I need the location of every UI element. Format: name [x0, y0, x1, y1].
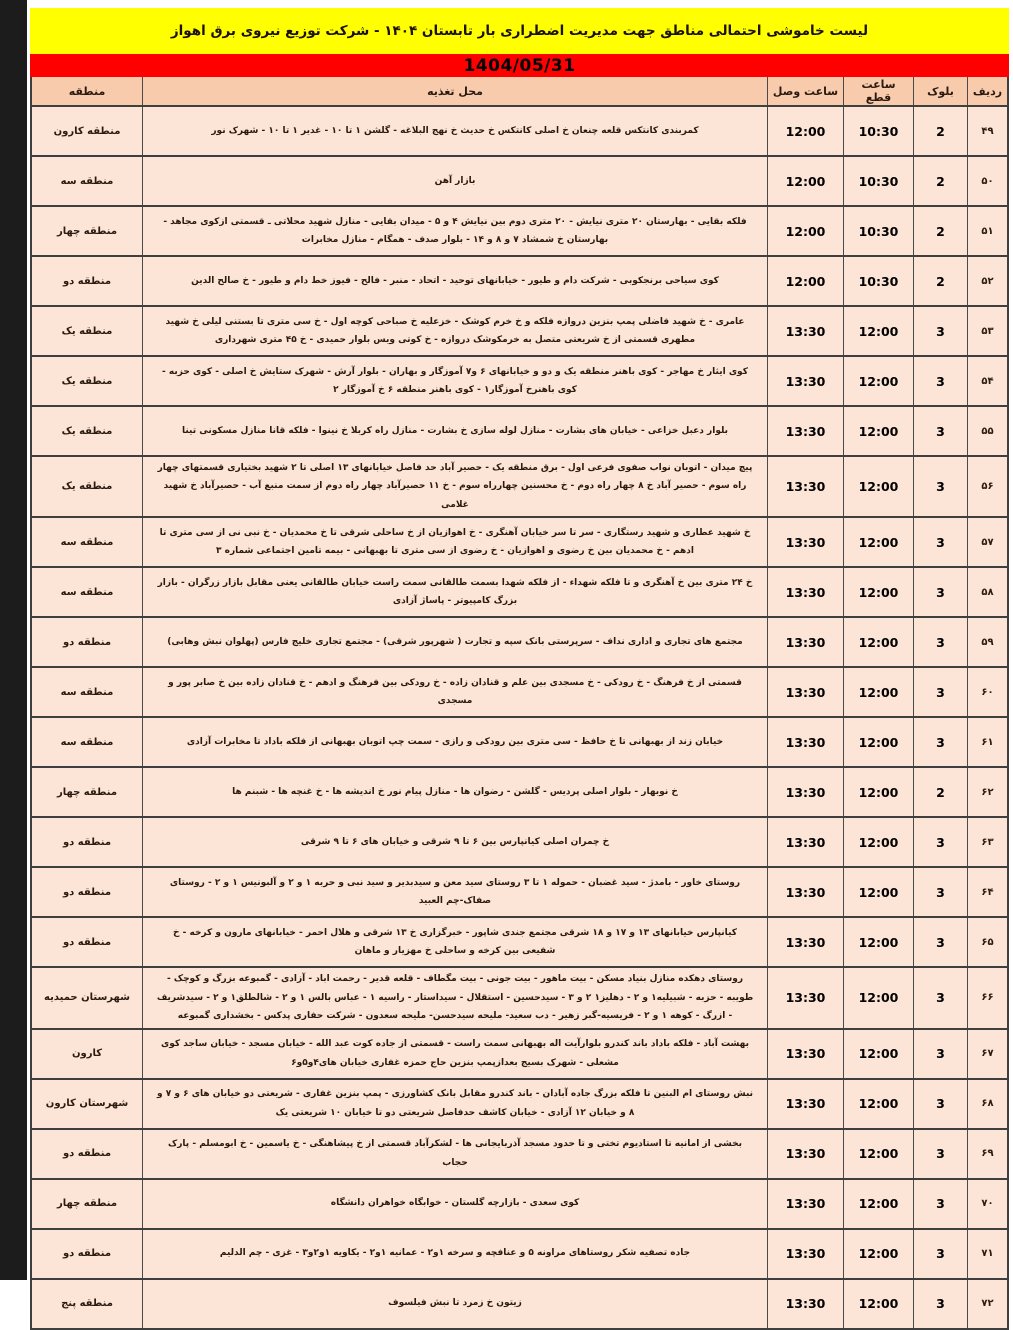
cell-row-number: ۵۰: [967, 157, 1007, 205]
page-title: لیست خاموشی احتمالی مناطق جهت مدیریت اضطراری بار تابستان ۱۴۰۴ - شرکت توزیع نیروی برق اهواز: [170, 23, 869, 39]
cell-block: 2: [913, 257, 967, 305]
cell-cut-time: 10:30: [843, 107, 913, 155]
cell-block: 2: [913, 107, 967, 155]
cell-reconnect-time: 12:00: [767, 157, 843, 205]
cell-reconnect-time: 13:30: [767, 718, 843, 766]
cell-reconnect-time: 13:30: [767, 1130, 843, 1178]
cell-block: 3: [913, 718, 967, 766]
cell-feed-location: بلوار دعبل خزاعی - خیابان های بشارت - منازل لوله سازی خ بشارت - منازل راه کربلا خ نینوا - فلکه قانا منازل مسکونی تینا: [142, 407, 767, 455]
cell-block: 2: [913, 768, 967, 816]
cell-reconnect-time: 13:30: [767, 768, 843, 816]
cell-feed-location: خ نوبهار - بلوار اصلی پردیس - گلشن - رضوان ها - منازل پیام نور خ اندیشه ها - خ غنچه ها - شبنم ها: [142, 768, 767, 816]
col-header-cut-time: ساعت قطع: [843, 77, 913, 105]
table-row: [32, 157, 1007, 207]
cell-feed-location: عامری - خ شهید فاضلی پمپ بنزین دروازه فلکه و خ خرم کوشک - خزعلیه خ صباحی کوچه اول - خ سی متری تا بستنی لیلی خ شهید مطهری قسمتی از خ شریعتی متصل به خرمکوشک دروازه - خ کوتی ویس بلوار حمیدی - خ ۴۵ متری شهرداری: [142, 307, 767, 355]
cell-cut-time: 12:00: [843, 1080, 913, 1128]
table-row: [32, 568, 1007, 618]
cell-block: 3: [913, 1230, 967, 1278]
cell-block: 3: [913, 1080, 967, 1128]
cell-reconnect-time: 13:30: [767, 868, 843, 916]
table-row: [32, 868, 1007, 918]
cell-row-number: ۶۳: [967, 818, 1007, 866]
cell-feed-location: جاده تصفیه شکر روستاهای مراونه ۵ و عنافچه و سرخه ۱و۲ - عمانیه ۱و۲ - یکاویه ۱و۲و۳ - غزی - چم الدلیم: [142, 1230, 767, 1278]
cell-region: شهرستان کارون: [45, 1098, 129, 1110]
cell-region: منطقه سه: [60, 175, 114, 187]
cell-cut-time: 12:00: [843, 668, 913, 716]
cell-cut-time: 12:00: [843, 718, 913, 766]
table-row: [32, 668, 1007, 718]
cell-row-number: ۶۷: [967, 1030, 1007, 1078]
cell-reconnect-time: 13:30: [767, 1030, 843, 1078]
cell-region: منطقه چهار: [56, 1198, 118, 1210]
table-row: [32, 107, 1007, 157]
cell-reconnect-time: 12:00: [767, 107, 843, 155]
cell-feed-location: نبش روستای ام البنین تا فلکه بزرگ جاده آبادان - باند کندرو مقابل بانک کشاورزی - پمپ بنزین غفاری - شریعتی دو خیابان های ۶ و ۷ و ۸ و خیابان ۱۲ آزادی - خیابان کاشف حدفاصل شریعتی دو تا خیابان ۱۰ شریعتی یک: [142, 1080, 767, 1128]
cell-cut-time: 12:00: [843, 357, 913, 405]
cell-feed-location: بهشت آباد - فلکه باداد باند کندرو بلوارآیت اله بهبهانی سمت راست - قسمتی از جاده کوت عبد الله - خیابان مسجد - خیابان ساجد کوی مشعلی - شهرک بسیج بعدازپمپ بنزین حاج حمزه غفاری خیابان های۴و۵و۶: [142, 1030, 767, 1078]
cell-row-number: ۶۹: [967, 1130, 1007, 1178]
date-label: 1404/05/31: [463, 55, 576, 76]
table-row: [32, 357, 1007, 407]
cell-feed-location: خ شهید عطاری و شهید رستگاری - سر تا سر خیابان آهنگری - خ اهوازیان از خ ساحلی شرقی تا خ محمدیان - خ نبی نی از سی متری تا ادهم - خ محمدیان بین خ رضوی و اهوازیان - خ رضوی از سی متری تا بهبهانی - بیمه تامین اجتماعی شماره ۳: [142, 518, 767, 566]
table-row: [32, 718, 1007, 768]
cell-feed-location: مجتمع های تجاری و اداری نداف - سرپرستی بانک سپه و تجارت ( شهرپور شرقی) - مجتمع تجاری خلیج فارس (پهلوان نبش وهابی): [142, 618, 767, 666]
cell-row-number: ۶۲: [967, 768, 1007, 816]
table-body: [32, 107, 1007, 1328]
cell-cut-time: 12:00: [843, 968, 913, 1027]
cell-row-number: ۵۷: [967, 518, 1007, 566]
cell-cut-time: 12:00: [843, 1130, 913, 1178]
cell-block: 3: [913, 1130, 967, 1178]
cell-region: منطقه یک: [61, 325, 113, 337]
cell-row-number: ۶۵: [967, 918, 1007, 966]
table-row: [32, 918, 1007, 968]
table-row: [32, 1280, 1007, 1328]
cell-cut-time: 12:00: [843, 818, 913, 866]
cell-cut-time: 10:30: [843, 157, 913, 205]
cell-feed-location: بخشی از امانیه تا استادیوم تختی و تا حدود مسجد آذربایجانی ها - لشکرآباد قسمتی از خ پیشاهنگی - خ یاسمین - خ ابومسلم - پارک حجاب: [142, 1130, 767, 1178]
cell-reconnect-time: 13:30: [767, 307, 843, 355]
table-row: [32, 257, 1007, 307]
col-header-reconnect-time: ساعت وصل: [767, 77, 843, 105]
cell-reconnect-time: 13:30: [767, 668, 843, 716]
right-dark-strip: [0, 0, 27, 1280]
table-header-row: [32, 77, 1007, 107]
table-row: [32, 818, 1007, 868]
cell-region: منطقه سه: [60, 586, 114, 598]
cell-row-number: ۶۰: [967, 668, 1007, 716]
cell-region: منطقه دو: [62, 275, 112, 287]
cell-region: منطقه پنج: [61, 1298, 113, 1310]
cell-cut-time: 12:00: [843, 918, 913, 966]
col-header-feed-location: محل تغذیه: [142, 77, 767, 105]
cell-reconnect-time: 13:30: [767, 518, 843, 566]
page-content: [27, 0, 1013, 1312]
cell-cut-time: 12:00: [843, 868, 913, 916]
cell-feed-location: خیابان زند از بهبهانی تا خ حافظ - سی متری بین رودکی و رازی - سمت چپ اتوبان بهبهانی از فلکه باداد تا مخابرات آزادی: [142, 718, 767, 766]
cell-cut-time: 12:00: [843, 457, 913, 516]
cell-feed-location: کیانپارس خیابانهای ۱۳ و ۱۷ و ۱۸ شرقی مجتمع جندی شاپور - خبرگزاری خ ۱۳ شرقی و هلال احمر - خیابانهای مارون و کرخه - خ شفیعی بین کرخه و ساحلی خ مهزیار و ماهان: [142, 918, 767, 966]
cell-feed-location: بازار آهن: [142, 157, 767, 205]
table-row: [32, 1130, 1007, 1180]
cell-block: 3: [913, 1180, 967, 1228]
cell-block: 3: [913, 1030, 967, 1078]
cell-cut-time: 12:00: [843, 618, 913, 666]
cell-reconnect-time: 13:30: [767, 1230, 843, 1278]
cell-cut-time: 10:30: [843, 257, 913, 305]
outage-table: [30, 77, 1009, 1330]
cell-block: 3: [913, 357, 967, 405]
table-row: [32, 407, 1007, 457]
cell-row-number: ۵۸: [967, 568, 1007, 616]
cell-block: 3: [913, 568, 967, 616]
cell-cut-time: 12:00: [843, 1030, 913, 1078]
cell-feed-location: قسمتی از خ فرهنگ - خ رودکی - خ مسجدی بین علم و قنادان زاده - خ رودکی بین فرهنگ و ادهم - خ قنادان زاده بین خ صابر پور و مسجدی: [142, 668, 767, 716]
table-row: [32, 968, 1007, 1029]
cell-row-number: ۵۵: [967, 407, 1007, 455]
table-row: [32, 1180, 1007, 1230]
cell-reconnect-time: 13:30: [767, 568, 843, 616]
cell-cut-time: 12:00: [843, 768, 913, 816]
cell-region: منطقه دو: [62, 1148, 112, 1160]
table-row: [32, 457, 1007, 518]
cell-block: 3: [913, 307, 967, 355]
cell-reconnect-time: 13:30: [767, 968, 843, 1027]
cell-feed-location: کوی سعدی - بازارچه گلستان - خوابگاه خواهران دانشگاه: [142, 1180, 767, 1228]
cell-reconnect-time: 13:30: [767, 1180, 843, 1228]
cell-block: 3: [913, 668, 967, 716]
cell-region: منطقه یک: [61, 375, 113, 387]
cell-region: منطقه یک: [61, 481, 113, 493]
cell-feed-location: روستای خاور - بامدژ - سید غضبان - حموله ۱ تا ۳ روستای سید معن و سیدبدیر و سید نبی و حربه ۱ و ۲ و آلبونیس ۱ و ۲ - روستای صفاک-چم العبید: [142, 868, 767, 916]
cell-region: کارون: [71, 1048, 103, 1060]
cell-block: 3: [913, 818, 967, 866]
cell-reconnect-time: 13:30: [767, 1280, 843, 1328]
cell-reconnect-time: 13:30: [767, 357, 843, 405]
table-row: [32, 307, 1007, 357]
cell-row-number: ۴۹: [967, 107, 1007, 155]
cell-feed-location: زیتون خ زمرد تا نبش فیلسوف: [142, 1280, 767, 1328]
table-row: [32, 768, 1007, 818]
cell-row-number: ۵۲: [967, 257, 1007, 305]
cell-block: 3: [913, 868, 967, 916]
cell-row-number: ۵۳: [967, 307, 1007, 355]
cell-region: منطقه یک: [61, 425, 113, 437]
cell-cut-time: 12:00: [843, 407, 913, 455]
cell-region: منطقه سه: [60, 686, 114, 698]
table-row: [32, 1030, 1007, 1080]
col-header-row: ردیف: [967, 77, 1007, 105]
cell-row-number: ۷۰: [967, 1180, 1007, 1228]
cell-region: منطقه سه: [60, 736, 114, 748]
cell-region: منطقه دو: [62, 836, 112, 848]
cell-feed-location: خ ۲۴ متری بین خ آهنگری و تا فلکه شهداء - از فلکه شهدا بسمت طالقانی سمت راست خیابان طالقانی یعنی مقابل بازار زرگران - بازار بزرگ کامپیوتر - پاساژ آزادی: [142, 568, 767, 616]
cell-feed-location: فلکه بقایی - بهارستان ۲۰ متری نیایش - ۲۰ متری دوم بین نیایش ۴ و ۵ - میدان بقایی - منازل شهید محلاتی ـ قسمتی ازکوی مجاهد - بهارستان خ شمشاد ۷ و ۸ و ۱۴ - بلوار صدف - همگام - منازل مخابرات: [142, 207, 767, 255]
cell-region: منطقه دو: [62, 636, 112, 648]
cell-reconnect-time: 13:30: [767, 818, 843, 866]
cell-row-number: ۶۶: [967, 968, 1007, 1027]
cell-row-number: ۷۲: [967, 1280, 1007, 1328]
cell-row-number: ۶۴: [967, 868, 1007, 916]
cell-region: شهرستان حمیدیه: [44, 992, 130, 1004]
table-row: [32, 618, 1007, 668]
cell-reconnect-time: 12:00: [767, 257, 843, 305]
cell-block: 3: [913, 618, 967, 666]
col-header-block: بلوک: [913, 77, 967, 105]
cell-region: منطقه دو: [62, 1248, 112, 1260]
cell-cut-time: 12:00: [843, 1230, 913, 1278]
cell-region: منطقه کارون: [53, 125, 121, 137]
cell-feed-location: کمربندی کانتکس قلعه چنعان خ اصلی کانتکس خ حدیث خ نهج البلاغه - گلشن ۱ تا ۱۰ - غدیر ۱ تا ۱۰ - شهرک نور: [142, 107, 767, 155]
cell-reconnect-time: 13:30: [767, 918, 843, 966]
cell-row-number: ۵۹: [967, 618, 1007, 666]
cell-reconnect-time: 13:30: [767, 618, 843, 666]
col-header-region: منطقه: [32, 77, 142, 105]
cell-region: منطقه سه: [60, 536, 114, 548]
cell-reconnect-time: 13:30: [767, 457, 843, 516]
cell-cut-time: 12:00: [843, 1280, 913, 1328]
cell-block: 2: [913, 207, 967, 255]
cell-cut-time: 12:00: [843, 568, 913, 616]
cell-block: 3: [913, 968, 967, 1027]
cell-cut-time: 12:00: [843, 307, 913, 355]
cell-region: منطقه چهار: [56, 786, 118, 798]
cell-cut-time: 12:00: [843, 1180, 913, 1228]
cell-block: 2: [913, 157, 967, 205]
cell-cut-time: 10:30: [843, 207, 913, 255]
cell-feed-location: خ چمران اصلی کیانپارس بین ۶ تا ۹ شرقی و خیابان های ۶ تا ۹ شرقی: [142, 818, 767, 866]
cell-region: منطقه دو: [62, 886, 112, 898]
cell-reconnect-time: 13:30: [767, 1080, 843, 1128]
cell-reconnect-time: 12:00: [767, 207, 843, 255]
cell-block: 3: [913, 407, 967, 455]
table-row: [32, 1080, 1007, 1130]
cell-feed-location: پیچ میدان - اتوبان نواب صفوی فرعی اول - برق منطقه یک - حصیر آباد حد فاصل خیابانهای ۱۳ اصلی تا ۲ شهید بختیاری قسمتهای چهار راه سوم - حصیر آباد خ ۸ چهار راه دوم - خ محسنین چهارراه سوم - خ ۱۱ حصیرآباد چهار راه دوم از سمت منبع آب - حصیرآباد خ شهید غلامی: [142, 457, 767, 516]
cell-cut-time: 12:00: [843, 518, 913, 566]
cell-reconnect-time: 13:30: [767, 407, 843, 455]
table-row: [32, 207, 1007, 257]
table-row: [32, 518, 1007, 568]
table-row: [32, 1230, 1007, 1280]
cell-row-number: ۵۶: [967, 457, 1007, 516]
cell-feed-location: کوی سیاحی برنجکوبی - شرکت دام و طیور - خیابانهای توحید - اتحاد - منبر - فالح - فیوز خط دام و طیور - خ صالح الدین: [142, 257, 767, 305]
cell-row-number: ۵۱: [967, 207, 1007, 255]
cell-block: 3: [913, 518, 967, 566]
cell-block: 3: [913, 1280, 967, 1328]
title-banner: [30, 8, 1009, 54]
cell-row-number: ۷۱: [967, 1230, 1007, 1278]
cell-feed-location: کوی ایثار خ مهاجر - کوی باهنر منطقه یک و دو و خیابانهای ۶ و۷ آموزگار و بهاران - بلوار آرش - شهرک ستایش خ اصلی - کوی حزبه - کوی باهنرخ آموزگار۱ - کوی باهنر منطقه ۶ خ آموزگار ۲: [142, 357, 767, 405]
date-banner: [30, 54, 1009, 77]
cell-region: منطقه دو: [62, 936, 112, 948]
cell-row-number: ۶۱: [967, 718, 1007, 766]
cell-feed-location: روستای دهکده منازل بنیاد مسکن - بیت ماهور - بیت جونی - بیت مگطاف - قلعه قدیر - رحمت اباد - آزادی - گمبوعه بزرگ و کوچک - طویبه - حزبه - شبیلیه۱ و ۲ - دهلیز۱ ۲ و ۳ - سیدحسین - استقلال - سیداستار - راسیه ۱ - عباس بالس ۱ و ۲ - شالطلق۱ و ۲ - سیدشریف - ازرگ - کوهه ۱ و ۲ - فریسیه-گبر زهیر - دب سعید- ملیحه سیدحسن- ملیحه سعدون - شرکت حفاری پدکس - بخشداری گمبوعه: [142, 968, 767, 1027]
cell-block: 3: [913, 457, 967, 516]
cell-row-number: ۶۸: [967, 1080, 1007, 1128]
cell-row-number: ۵۴: [967, 357, 1007, 405]
cell-block: 3: [913, 918, 967, 966]
cell-region: منطقه چهار: [56, 225, 118, 237]
